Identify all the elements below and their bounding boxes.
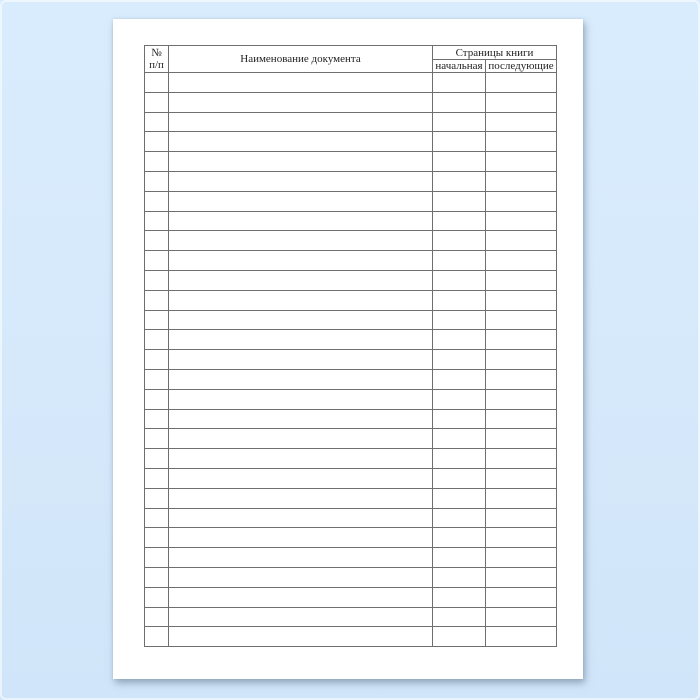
table-cell[interactable] (145, 528, 169, 548)
table-cell[interactable] (433, 191, 486, 211)
table-cell[interactable] (433, 330, 486, 350)
table-cell[interactable] (486, 132, 557, 152)
table-cell[interactable] (486, 409, 557, 429)
table-cell[interactable] (486, 449, 557, 469)
table-cell[interactable] (486, 73, 557, 93)
table-cell[interactable] (145, 132, 169, 152)
table-cell[interactable] (486, 389, 557, 409)
table-cell[interactable] (169, 587, 433, 607)
table-cell[interactable] (433, 132, 486, 152)
table-row (145, 369, 557, 389)
table-cell[interactable] (145, 211, 169, 231)
table-cell[interactable] (486, 330, 557, 350)
table-row (145, 231, 557, 251)
table-cell[interactable] (433, 528, 486, 548)
table-cell[interactable] (486, 528, 557, 548)
table-cell[interactable] (145, 389, 169, 409)
table-cell[interactable] (169, 73, 433, 93)
table-cell[interactable] (433, 587, 486, 607)
table-cell[interactable] (145, 73, 169, 93)
table-row (145, 290, 557, 310)
table-cell[interactable] (486, 231, 557, 251)
table-row (145, 73, 557, 93)
table-cell[interactable] (169, 330, 433, 350)
table-cell[interactable] (486, 92, 557, 112)
table-cell[interactable] (145, 567, 169, 587)
table-cell[interactable] (145, 369, 169, 389)
table-row (145, 251, 557, 271)
table-cell[interactable] (169, 211, 433, 231)
table-cell[interactable] (169, 270, 433, 290)
table-cell[interactable] (433, 171, 486, 191)
header-row-top (145, 46, 557, 60)
table-cell[interactable] (433, 567, 486, 587)
table-row (145, 330, 557, 350)
table-cell[interactable] (145, 310, 169, 330)
table-cell[interactable] (486, 548, 557, 568)
table-cell[interactable] (486, 607, 557, 627)
table-cell[interactable] (433, 369, 486, 389)
table-row (145, 152, 557, 172)
table-cell[interactable] (433, 607, 486, 627)
table-row (145, 191, 557, 211)
table-cell[interactable] (145, 330, 169, 350)
table-cell[interactable] (486, 211, 557, 231)
table-cell[interactable] (433, 389, 486, 409)
table-cell[interactable] (169, 389, 433, 409)
table-row (145, 211, 557, 231)
table-cell[interactable] (433, 112, 486, 132)
table-row (145, 508, 557, 528)
table-cell[interactable] (145, 92, 169, 112)
table-cell[interactable] (169, 290, 433, 310)
table-row (145, 92, 557, 112)
table-cell[interactable] (433, 429, 486, 449)
table-cell[interactable] (169, 488, 433, 508)
table-cell[interactable] (433, 251, 486, 271)
table-cell[interactable] (486, 429, 557, 449)
table-cell[interactable] (145, 171, 169, 191)
table-cell[interactable] (169, 191, 433, 211)
table-cell[interactable] (486, 290, 557, 310)
table-row (145, 567, 557, 587)
table-cell[interactable] (169, 548, 433, 568)
table-cell[interactable] (433, 73, 486, 93)
table-cell[interactable] (169, 369, 433, 389)
table-cell[interactable] (145, 409, 169, 429)
table-cell[interactable] (145, 627, 169, 647)
table-row (145, 310, 557, 330)
table-cell[interactable] (433, 270, 486, 290)
table-cell[interactable] (169, 567, 433, 587)
table-cell[interactable] (145, 152, 169, 172)
table-cell[interactable] (486, 112, 557, 132)
header-page-initial: начальная (433, 60, 486, 73)
table-cell[interactable] (433, 627, 486, 647)
table-cell[interactable] (169, 449, 433, 469)
table-row (145, 449, 557, 469)
table-cell[interactable] (486, 350, 557, 370)
table-cell[interactable] (145, 350, 169, 370)
table-cell[interactable] (145, 548, 169, 568)
table-row (145, 270, 557, 290)
table-cell[interactable] (145, 587, 169, 607)
table-row (145, 429, 557, 449)
table-header (145, 46, 557, 73)
table-cell[interactable] (169, 528, 433, 548)
table-cell[interactable] (486, 191, 557, 211)
table-cell[interactable] (169, 132, 433, 152)
table-row (145, 627, 557, 647)
table-row (145, 607, 557, 627)
table-row (145, 548, 557, 568)
table-cell[interactable] (433, 350, 486, 370)
table-row (145, 587, 557, 607)
header-number-line2: п/п (149, 59, 164, 71)
table-cell[interactable] (486, 567, 557, 587)
header-document-name: Наименование документа (169, 46, 433, 73)
table-cell[interactable] (486, 488, 557, 508)
header-number-column (145, 46, 169, 73)
table-row (145, 409, 557, 429)
table-cell[interactable] (486, 251, 557, 271)
table-cell[interactable] (486, 587, 557, 607)
table-cell[interactable] (433, 290, 486, 310)
table-cell[interactable] (145, 270, 169, 290)
table-cell[interactable] (486, 152, 557, 172)
table-cell[interactable] (145, 488, 169, 508)
table-row (145, 528, 557, 548)
table-cell[interactable] (433, 92, 486, 112)
table-row (145, 468, 557, 488)
table-row (145, 488, 557, 508)
table-cell[interactable] (169, 607, 433, 627)
table-cell[interactable] (433, 310, 486, 330)
table-cell[interactable] (433, 409, 486, 429)
table-cell[interactable] (486, 369, 557, 389)
table-cell[interactable] (486, 171, 557, 191)
table-cell[interactable] (169, 468, 433, 488)
table-cell[interactable] (433, 508, 486, 528)
table-cell[interactable] (169, 627, 433, 647)
table-cell[interactable] (169, 310, 433, 330)
table-cell[interactable] (169, 429, 433, 449)
table-cell[interactable] (169, 251, 433, 271)
table-row (145, 389, 557, 409)
table-cell[interactable] (433, 211, 486, 231)
table-cell[interactable] (145, 251, 169, 271)
table-cell[interactable] (433, 468, 486, 488)
table-cell[interactable] (145, 112, 169, 132)
table-cell[interactable] (433, 449, 486, 469)
table-cell[interactable] (169, 171, 433, 191)
table-cell[interactable] (145, 449, 169, 469)
document-register-table (144, 45, 557, 647)
table-cell[interactable] (145, 429, 169, 449)
table-cell[interactable] (145, 290, 169, 310)
table-row (145, 132, 557, 152)
table-cell[interactable] (433, 488, 486, 508)
table-cell[interactable] (169, 231, 433, 251)
table-cell[interactable] (145, 607, 169, 627)
header-pages-group: Страницы книги (433, 46, 557, 60)
table-row (145, 112, 557, 132)
table-cell[interactable] (169, 508, 433, 528)
table-cell[interactable] (433, 548, 486, 568)
table-cell[interactable] (145, 508, 169, 528)
table-cell[interactable] (433, 231, 486, 251)
table-cell[interactable] (486, 508, 557, 528)
table-row (145, 350, 557, 370)
table-cell[interactable] (169, 112, 433, 132)
table-cell[interactable] (145, 468, 169, 488)
table-cell[interactable] (169, 92, 433, 112)
table-cell[interactable] (486, 627, 557, 647)
table-body (145, 73, 557, 647)
document-page (113, 19, 583, 679)
table-cell[interactable] (169, 409, 433, 429)
header-number-line1: № (151, 47, 162, 59)
table-cell[interactable] (486, 270, 557, 290)
table-row (145, 171, 557, 191)
table-cell[interactable] (486, 468, 557, 488)
table-cell[interactable] (169, 350, 433, 370)
table-cell[interactable] (486, 310, 557, 330)
table-cell[interactable] (433, 152, 486, 172)
table-cell[interactable] (145, 191, 169, 211)
table-cell[interactable] (145, 231, 169, 251)
header-page-subsequent: последующие (486, 60, 557, 73)
table-cell[interactable] (169, 152, 433, 172)
